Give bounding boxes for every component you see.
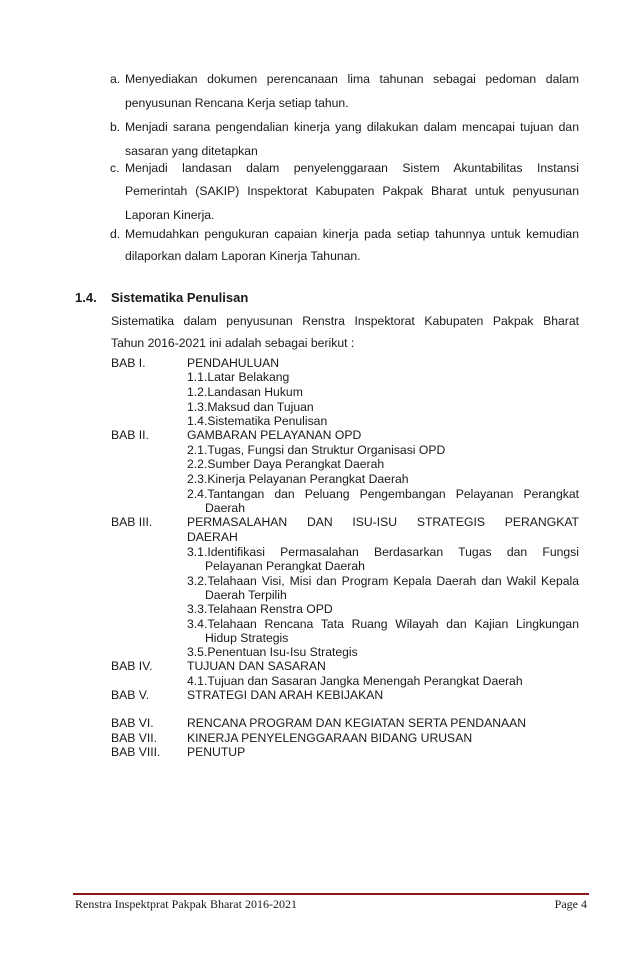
chapter-2-label: BAB II.	[111, 428, 149, 442]
chapter-8-title: PENUTUP	[187, 745, 246, 759]
purpose-d-line-2: dilaporkan dalam Laporan Kinerja Tahunan.	[125, 249, 361, 263]
chapter-1-title: PENDAHULUAN	[187, 356, 280, 370]
purpose-c-line-2: Pemerintah (SAKIP) Inspektorat Kabupaten Pakpak Bharat untuk penyusunan	[125, 184, 579, 198]
purpose-d-line-1: Memudahkan pengukuran capaian kinerja pada setiap tahunnya untuk kemudian	[125, 227, 579, 241]
purpose-c-line-1: Menjadi landasan dalam penyelenggaraan Sistem Akuntabilitas Instansi	[125, 161, 579, 175]
chapter-5-title: STRATEGI DAN ARAH KEBIJAKAN	[187, 688, 384, 702]
chapter-3-sub-5: 3.5.Penentuan Isu-Isu Strategis	[187, 645, 358, 659]
chapter-4-label: BAB IV.	[111, 659, 153, 673]
chapter-1-label: BAB I.	[111, 356, 146, 370]
chapter-8-label: BAB VIII.	[111, 745, 161, 759]
chapter-2-title: GAMBARAN PELAYANAN OPD	[187, 428, 362, 442]
chapter-1-sub-2: 1.2.Landasan Hukum	[187, 385, 303, 399]
chapter-6-title: RENCANA PROGRAM DAN KEGIATAN SERTA PENDANAAN	[187, 716, 527, 730]
purpose-b-line-1: Menjadi sarana pengendalian kinerja yang dilakukan dalam mencapai tujuan dan	[125, 120, 579, 134]
purpose-c-line-3: Laporan Kinerja.	[125, 208, 215, 222]
chapter-1-sub-1: 1.1.Latar Belakang	[187, 370, 290, 384]
chapter-7-title: KINERJA PENYELENGGARAAN BIDANG URUSAN	[187, 731, 473, 745]
purpose-a-line-2: penyusunan Rencana Kerja setiap tahun.	[125, 96, 349, 110]
chapter-2-sub-2: 2.2.Sumber Daya Perangkat Daerah	[187, 457, 385, 471]
chapter-4-title: TUJUAN DAN SASARAN	[187, 659, 326, 673]
chapter-3-sub-4: 3.4.Telahaan Rencana Tata Ruang Wilayah dan Kajian Lingkungan	[187, 617, 579, 631]
chapter-3-sub-4-cont: Hidup Strategis	[205, 631, 289, 645]
chapter-3-sub-2-cont: Daerah Terpilih	[205, 588, 287, 602]
chapter-3-sub-1-cont: Pelayanan Perangkat Daerah	[205, 559, 365, 573]
chapter-3-sub-3: 3.3.Telahaan Renstra OPD	[187, 602, 333, 616]
chapter-5-label: BAB V.	[111, 688, 150, 702]
footer-page-number: Page 4	[554, 897, 587, 911]
purpose-label-c: c.	[110, 161, 120, 175]
section-title: Sistematika Penulisan	[111, 290, 249, 305]
purpose-label-d: d.	[110, 227, 121, 241]
chapter-6-label: BAB VI.	[111, 716, 154, 730]
section-number: 1.4.	[75, 290, 97, 305]
chapter-2-sub-1: 2.1.Tugas, Fungsi dan Struktur Organisasi OPD	[187, 443, 446, 457]
chapter-3-title: PERMASALAHAN DAN ISU-ISU STRATEGIS PERANGKAT	[187, 515, 579, 529]
chapter-2-sub-4: 2.4.Tantangan dan Peluang Pengembangan Pelayanan Perangkat	[187, 487, 579, 501]
purpose-a-line-1: Menyediakan dokumen perencanaan lima tahunan sebagai pedoman dalam	[125, 72, 579, 86]
chapter-3-title-cont: DAERAH	[187, 530, 238, 544]
chapter-4-sub-1: 4.1.Tujuan dan Sasaran Jangka Menengah Perangkat Daerah	[187, 674, 523, 688]
purpose-b-line-2: sasaran yang ditetapkan	[125, 144, 258, 158]
chapter-1-sub-3: 1.3.Maksud dan Tujuan	[187, 400, 314, 414]
chapter-3-sub-1: 3.1.Identifikasi Permasalahan Berdasarkan Tugas dan Fungsi	[187, 545, 579, 559]
section-intro-line-1: Sistematika dalam penyusunan Renstra Inspektorat Kabupaten Pakpak Bharat	[111, 314, 579, 328]
chapter-1-sub-4: 1.4.Sistematika Penulisan	[187, 414, 328, 428]
chapter-3-label: BAB III.	[111, 515, 153, 529]
purpose-label-a: a.	[110, 72, 121, 86]
chapter-2-sub-4-cont: Daerah	[205, 501, 245, 515]
footer-divider	[73, 893, 589, 895]
chapter-7-label: BAB VII.	[111, 731, 158, 745]
chapter-2-sub-3: 2.3.Kinerja Pelayanan Perangkat Daerah	[187, 472, 409, 486]
chapter-3-sub-2: 3.2.Telahaan Visi, Misi dan Program Kepala Daerah dan Wakil Kepala	[187, 574, 579, 588]
footer-document-title: Renstra Inspektprat Pakpak Bharat 2016-2021	[75, 897, 297, 911]
purpose-label-b: b.	[110, 120, 121, 134]
section-intro-line-2: Tahun 2016-2021 ini adalah sebagai berikut :	[111, 336, 355, 350]
